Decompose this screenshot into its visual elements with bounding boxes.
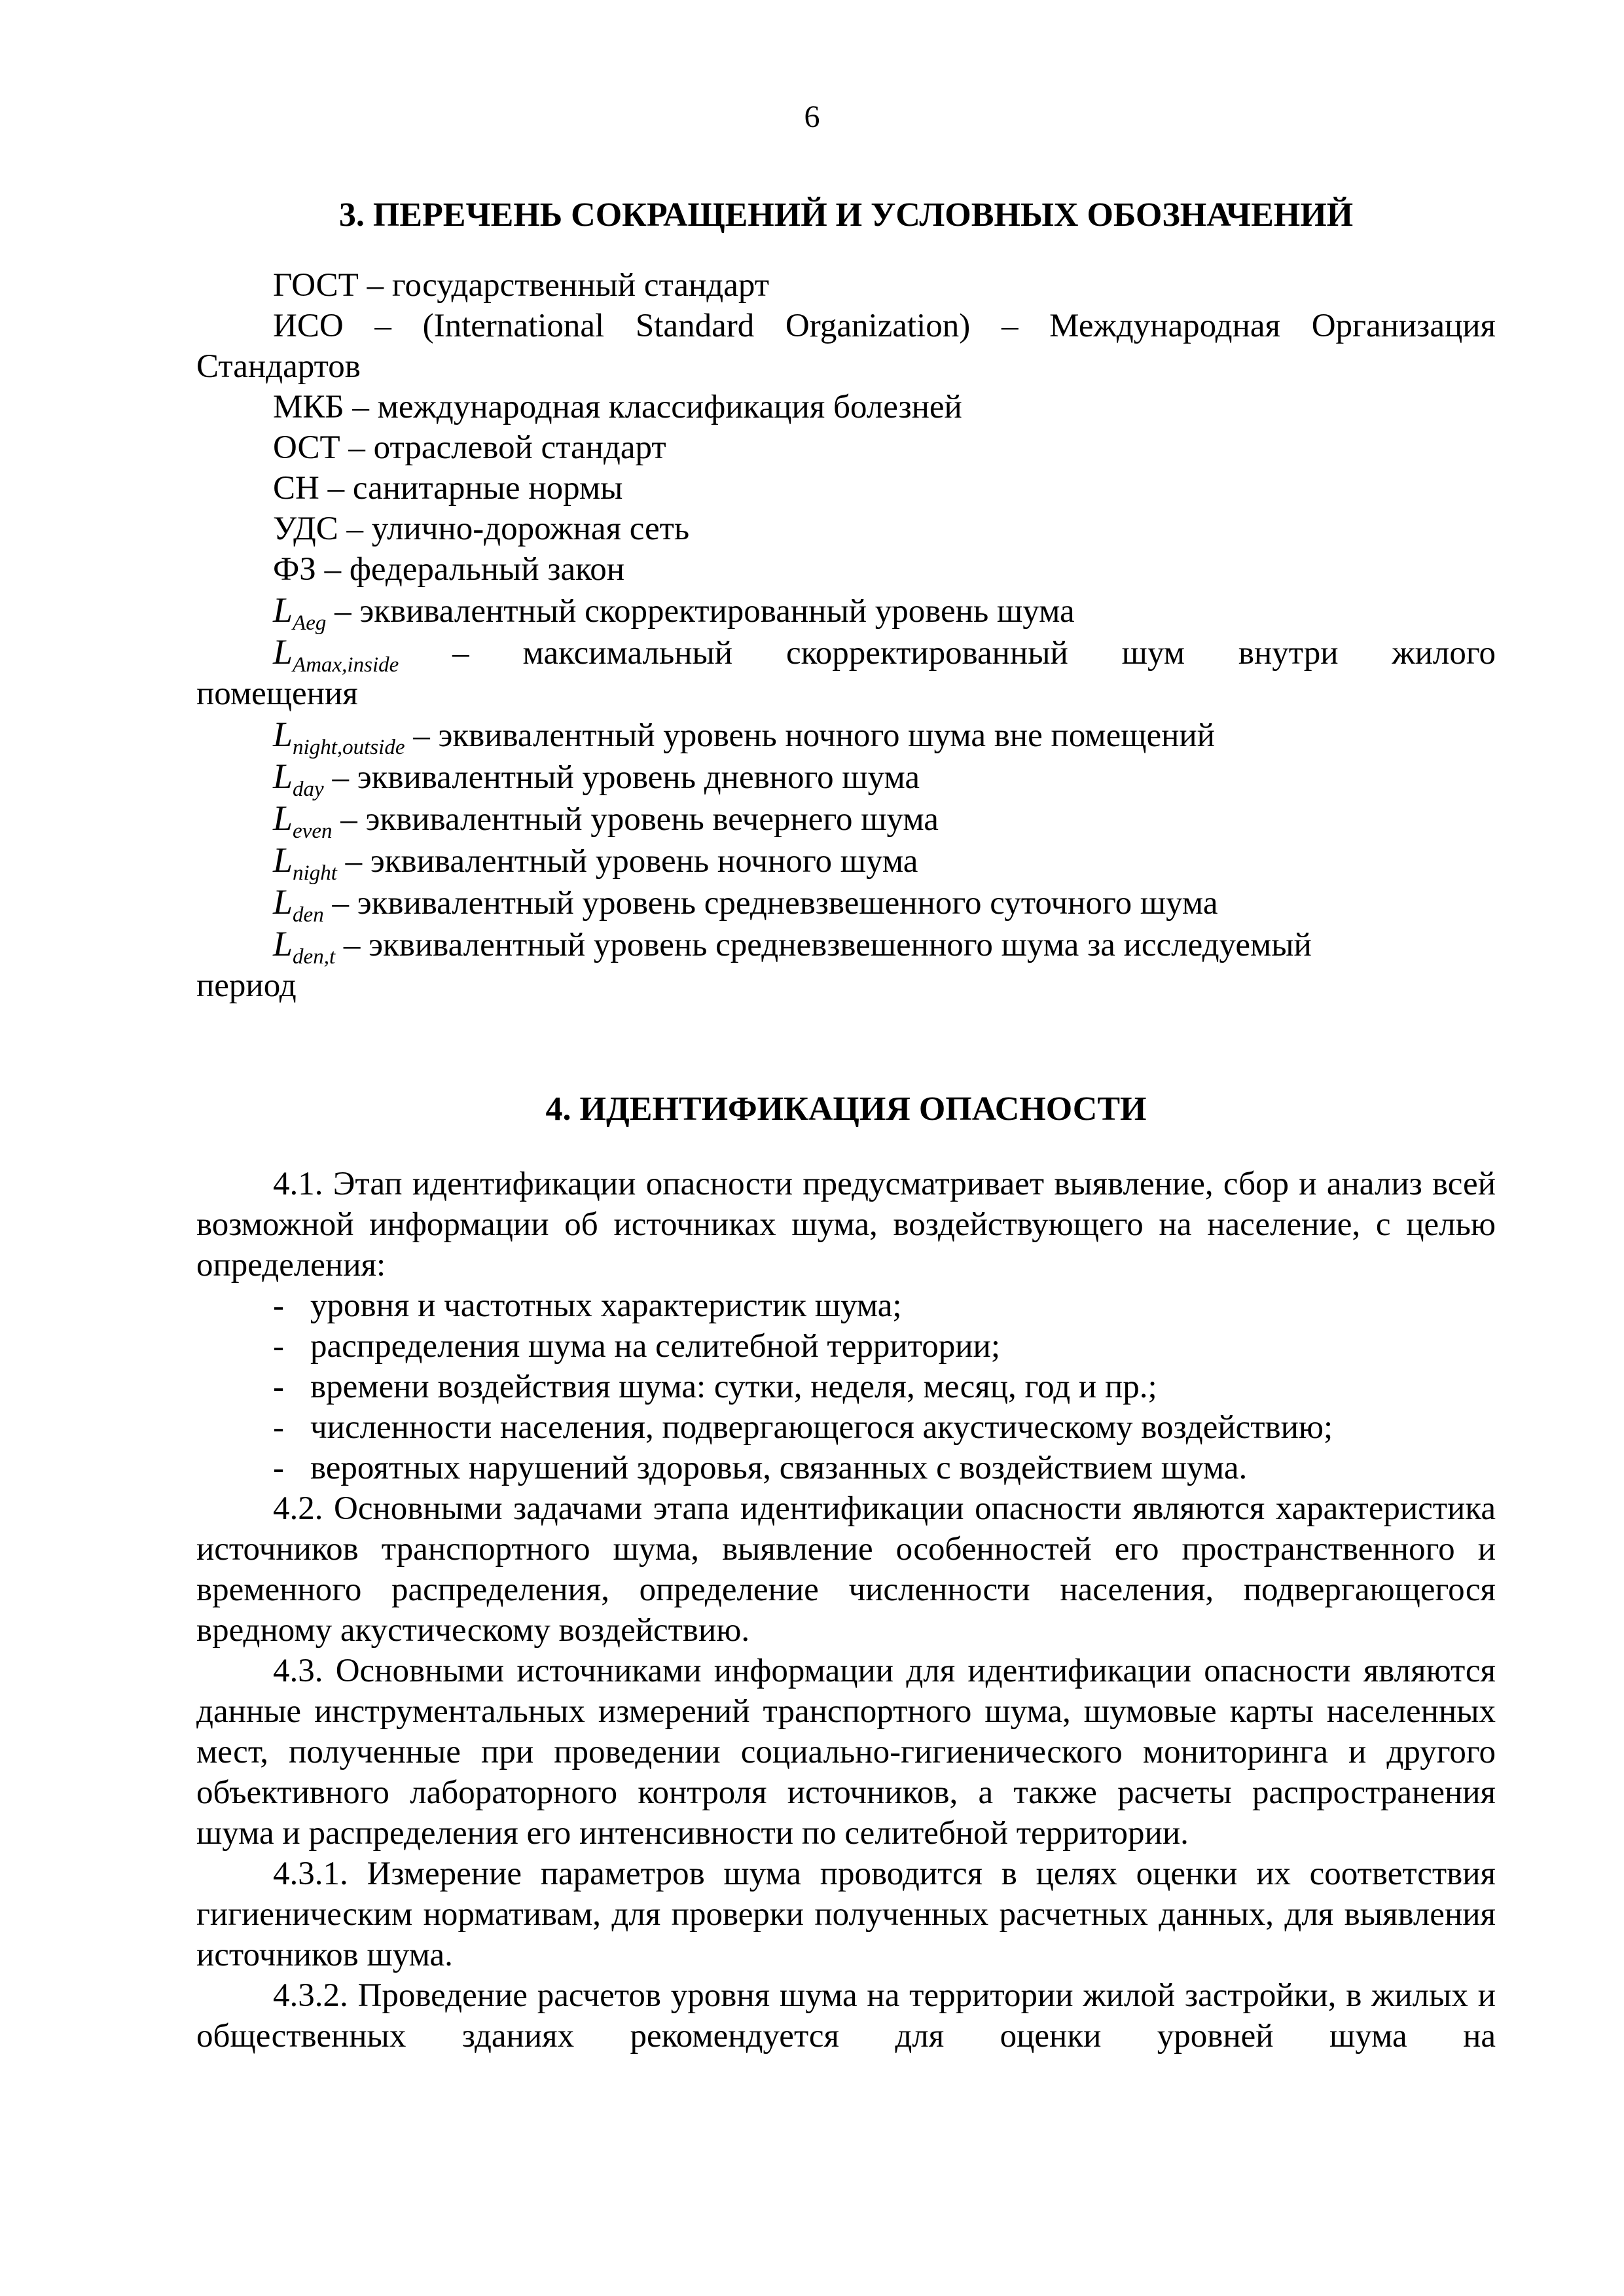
symbol-lnight-outside: $L_{night,outside}$ – эквивалентный уровень ночного шума вне помещений: [273, 715, 1215, 759]
abbr-ost: ОСТ – отраслевой стандарт: [273, 429, 666, 466]
abbr-gost: ГОСТ – государственный стандарт: [273, 267, 770, 304]
section-3-title: 3. ПЕРЕЧЕНЬ СОКРАЩЕНИЙ И УСЛОВНЫХ ОБОЗНАЧЕНИЙ: [338, 196, 1354, 234]
abbr-iso-line2: Стандартов: [196, 348, 361, 385]
symbol-ldent-line1: $L_{den,t}$ – эквивалентный уровень средневзвешенного шума за исследуемый: [273, 924, 1312, 969]
symbols-list: [196, 590, 1496, 1006]
abbr-mkb: МКБ – международная классификация болезней: [273, 389, 962, 425]
symbol-lamax-line2: помещения: [196, 675, 358, 712]
symbol-lden: $L_{den}$ – эквивалентный уровень средневзвешенного суточного шума: [273, 882, 1218, 927]
paragraph-4-3: 4.3. Основными источниками информации для идентификации опасности являются данные инструментальных измерений транспортного шума, шумовые карты населенных мест, полученные при проведении социально-гигиенического мониторинга и другого объективного лабораторного контроля источников, а также расчеты распространения шума и распределения его интенсивности по селитебной территории.: [196, 1653, 1496, 1852]
symbol-lday: $L_{day}$ – эквивалентный уровень дневного шума: [273, 757, 920, 801]
abbr-iso-line1: ИСО – (International Standard Organization) – Международная Организация: [273, 308, 1496, 344]
list-item: - вероятных нарушений здоровья, связанных с воздействием шума.: [273, 1450, 1248, 1486]
list-item: - уровня и частотных характеристик шума;: [273, 1287, 902, 1324]
paragraph-4-2: 4.2. Основными задачами этапа идентификации опасности являются характеристика источников транспортного шума, выявление особенностей его пространственного и временного распределения, определение численности населения, подвергающегося вредному акустическому воздействию.: [196, 1490, 1496, 1649]
page-number: 6: [804, 99, 820, 134]
symbol-ldent-line2: период: [196, 967, 297, 1004]
page-content: [196, 195, 1496, 2056]
abbr-fz: ФЗ – федеральный закон: [273, 551, 625, 588]
symbol-laeg: $L_{Aeg}$ – эквивалентный скорректированный уровень шума: [273, 590, 1075, 635]
paragraph-4-3-2: 4.3.2. Проведение расчетов уровня шума на территории жилой застройки, в жилых и общественных зданиях рекомендуется для оценки уровней шума на: [196, 1977, 1496, 2054]
symbol-leven: $L_{even}$ – эквивалентный уровень вечернего шума: [273, 798, 939, 843]
symbol-lnight: $L_{night}$ – эквивалентный уровень ночного шума: [273, 840, 918, 885]
paragraph-4-3-1: 4.3.1. Измерение параметров шума проводится в целях оценки их соответствия гигиеническим нормативам, для проверки полученных расчетных данных, для выявления источников шума.: [196, 1856, 1496, 1973]
bullet-list: [196, 1285, 1496, 1488]
list-item: - численности населения, подвергающегося акустическому воздействию;: [273, 1409, 1333, 1446]
symbol-lamax-line1: $L_{Amax,inside}$ – максимальный скорректированный шум внутри жилого: [273, 632, 1496, 677]
abbr-sn: СН – санитарные нормы: [273, 470, 623, 507]
list-item: - распределения шума на селитебной территории;: [273, 1328, 1001, 1365]
paragraph-4-1: 4.1. Этап идентификации опасности предусматривает выявление, сбор и анализ всей возможной информации об источниках шума, воздействующего на население, с целью определения:: [196, 1166, 1496, 1283]
section-4-title: 4. ИДЕНТИФИКАЦИЯ ОПАСНОСТИ: [545, 1090, 1147, 1128]
list-item: - времени воздействия шума: сутки, неделя, месяц, год и пр.;: [273, 1369, 1157, 1405]
abbreviations-list: [196, 265, 1496, 590]
abbr-uds: УДС – улично-дорожная сеть: [273, 511, 690, 547]
